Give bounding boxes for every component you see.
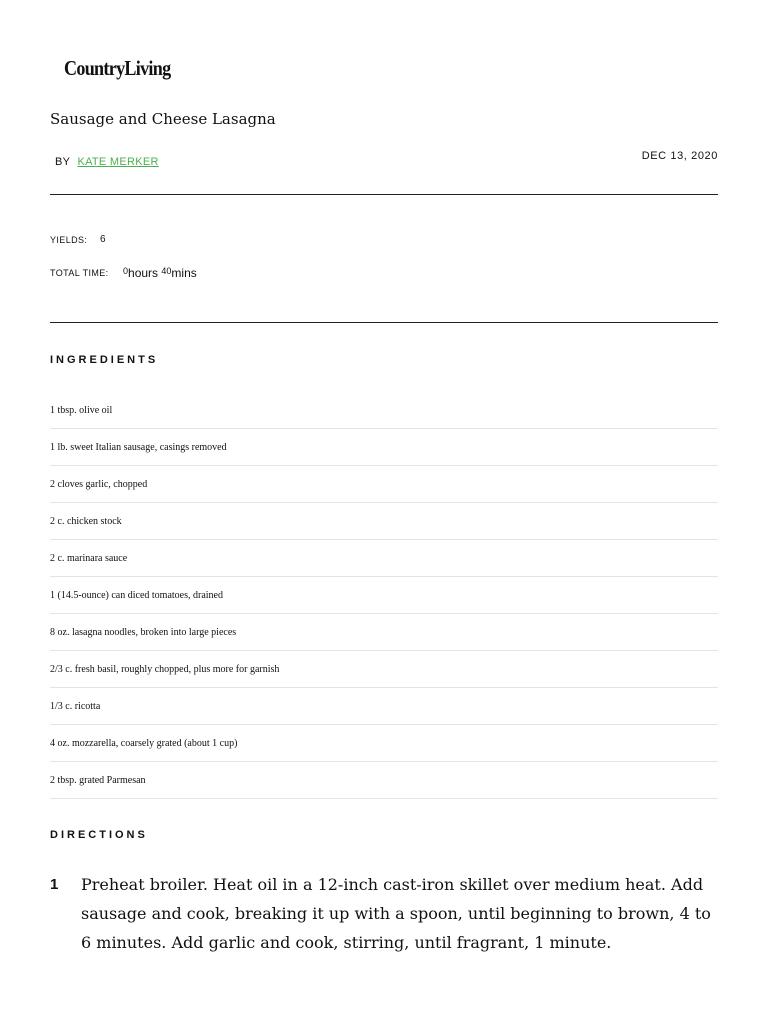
ingredient-item: 2 c. chicken stock [50,503,718,540]
divider [50,194,718,195]
mins-value: 40 [161,266,172,276]
ingredient-item: 2 tbsp. grated Parmesan [50,762,718,799]
ingredient-item: 1 tbsp. olive oil [50,392,718,429]
ingredient-list [50,392,718,799]
mins-unit: mins [171,266,197,280]
publish-date: DEC 13, 2020 [641,150,718,162]
yields-value: 6 [100,234,106,245]
ingredient-item: 1 lb. sweet Italian sausage, casings removed [50,429,718,466]
step-text: Preheat broiler. Heat oil in a 12-inch cast-iron skillet over medium heat. Add sausage and cook, breaking it up with a spoon, until beginning to brown, 4 to 6 minutes. Add garlic and cook, stirring, until fragrant, 1 minute. [81,875,711,952]
step-number: 1 [50,876,59,893]
ingredient-item: 1 (14.5-ounce) can diced tomatoes, drained [50,577,718,614]
ingredients-heading: INGREDIENTS [50,354,159,366]
hours-unit: hours [128,266,159,280]
ingredient-item: 1/3 c. ricotta [50,688,718,725]
ingredient-item: 2/3 c. fresh basil, roughly chopped, plus more for garnish [50,651,718,688]
directions-heading: DIRECTIONS [50,829,148,841]
total-time-value [123,266,197,280]
byline [55,156,159,168]
ingredient-item: 2 c. marinara sauce [50,540,718,577]
hours-value: 0 [123,266,129,276]
ingredient-item: 2 cloves garlic, chopped [50,466,718,503]
divider [50,322,718,323]
author-link[interactable]: KATE MERKER [77,156,159,168]
site-logo[interactable]: CountryLiving [64,56,171,80]
ingredient-item: 4 oz. mozzarella, coarsely grated (about 1 cup) [50,725,718,762]
total-time-label: TOTAL TIME: [50,268,109,278]
yields-label: YIELDS: [50,235,88,245]
byline-prefix: BY [55,156,71,168]
recipe-title: Sausage and Cheese Lasagna [50,110,276,128]
ingredient-item: 8 oz. lasagna noodles, broken into large pieces [50,614,718,651]
